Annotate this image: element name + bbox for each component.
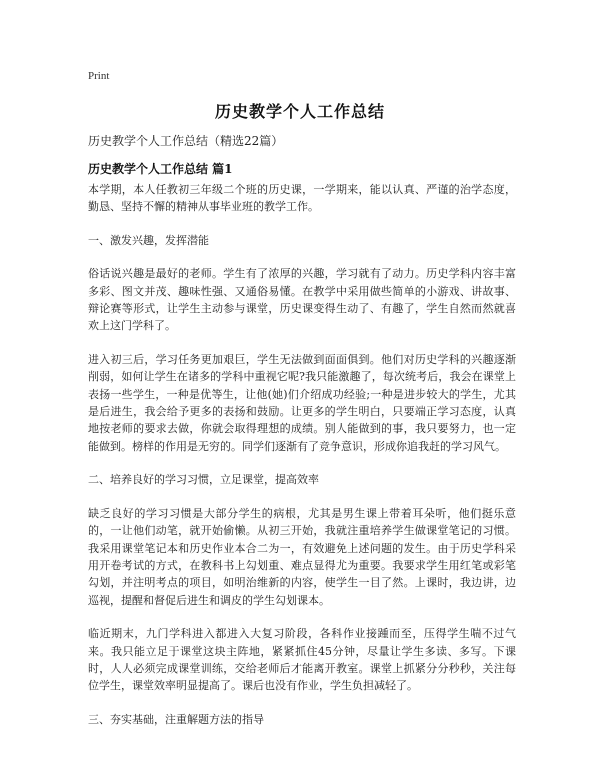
paragraph: 临近期末，九门学科进入都进入大复习阶段，各科作业接踵而至，压得学生喘不过气来。我只能立足于课堂这块主阵地，紧紧抓住45分钟，尽量让学生多读、多写。下课时，人人必须完成课堂训练，交给老师后才能离开教室。课堂上抓紧分分秒秒，关注每位学生，课堂效率明显提高了。课后也没有作业，学生负担减轻了。 [88,627,516,693]
document-subtitle: 历史教学个人工作总结（精选22篇） [88,134,284,148]
subheading: 一、激发兴趣，发挥潜能 [88,233,209,247]
paragraph: 本学期，本人任教初三年级二个班的历史课，一学期来，能以认真、严谨的治学态度，勤恳、坚持不懈的精神从事毕业班的教学工作。 [88,183,516,214]
section-heading: 历史教学个人工作总结 篇1 [88,162,233,176]
paragraph: 缺乏良好的学习习惯是大部分学生的病根，尤其是男生课上带着耳朵听，他们挺乐意的，一让他们动笔，就开始偷懒。从初三开始，我就注重培养学生做课堂笔记的习惯。我采用课堂笔记本和历史作业本合二为一，有效避免上述问题的发生。由于历史学科采用开卷考试的方式，在教科书上勾划重、难点显得尤为重要。我要求学生用红笔或彩笔勾划，并注明考点的项目，如明治维新的内容，使学生一目了然。上课时，我边讲，边巡视，提醒和督促后进生和调皮的学生勾划课本。 [88,506,516,607]
article-body [88,181,516,744]
print-link[interactable]: Print [88,70,110,82]
subheading: 二、培养良好的学习习惯，立足课堂，提高效率 [88,473,319,487]
paragraph: 进入初三后，学习任务更加艰巨，学生无法做到面面俱到。他们对历史学科的兴趣逐渐削弱，如何让学生在诸多的学科中重视它呢?我只能激趣了，每次统考后，我会在课堂上表扬一些学生，一种是优等生，让他(她)们介绍成功经验;一种是进步较大的学生，尤其是后进生，我会给予更多的表扬和鼓励。让更多的学生明白，只要端正学习态度，认真地按老师的要求去做，你就会取得理想的成绩。别人能做到的事，我只要努力，也一定能做到。榜样的作用是无穷的。同学们逐渐有了竞争意识，形成你追我赶的学习风气。 [88,352,516,453]
page-title: 历史教学个人工作总结 [214,102,385,121]
subheading: 三、夯实基础，注重解题方法的指导 [88,712,264,726]
paragraph: 俗话说兴趣是最好的老师。学生有了浓厚的兴趣，学习就有了动力。历史学科内容丰富多彩、图文并茂、趣味性强、又通俗易懂。在教学中采用做些简单的小游戏、讲故事、辩论赛等形式，让学生主动参与课堂，历史课变得生动了、有趣了，学生自然而然就喜欢上这门学科了。 [88,267,516,333]
